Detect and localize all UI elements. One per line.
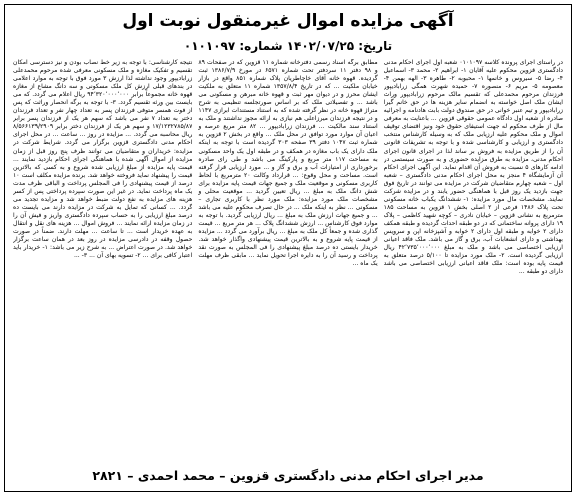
column-right — [384, 59, 563, 461]
column-middle-text: مطابق برگه اسناد رسمی دفترخانه شماره ۱۱ قزوین که در صفحات ۸۹ و ۹۸ دفتر ۱۱ سردفتر تحت شماره ۶۵۷۱ در مورخ ۱۳۸۶/۷/۹ ثبت گردیده. قهوه خانه آقای خاچاطریان پلاک شماره ۸۵۱ واقع در بازار خیابان ملکیت ... که در تاریخ ۱۳۵۷/۸/۴ شماره ۱۱ متعلق به ملکیت ایشان محرز و در دیوان مهر ثبت و قهوه خانه مبرهن و مسکونی می باشد ... و تفصیلاتی ملک که بر اساس صورتجلسه تنظیمی به شرح متراژ قهوه خانه در نظر گرفته شده که به استناد مستندات ابرازی ۱۱۴۷ و در نتیجه فرزندان میرزاعلی هم نیازی به ارائه مجوز نداشتند و ملک به استناد سند مالکیت ... فرزندان زرابادیپور ... ۸۲ متر مربع عرصه و اعیان آن موارد مورد توافق در محل ملک ... واقع در بخش ۲ قزوین به شماره ثبت ۱۰۴۷ دفتر ۳۹ صفحه ۳۰۳ گردیده است با توجه به اینکه ملک دارای یک باب مغازه در همکف و در طبقه اول یک واحد مسکونی به مساحت ۱۱۷ متر مربع و پارکینگ می باشد و طی رای صادره برخورداری از امتیازات آب و برق و گاز و ... مورد ارزیابی قرار گرفته است. مساحت و محل وقوع: ... قرارداد وکالت ۲۰ مترمربع با لحاظ کاربری مسکونی و موقعیت ملک و جمیع جهات قیمت پایه مزایده برای شش دانگ ملک به مبلغ ... ریال تعیین گردید ... موقعیت محلی و مشخصات ملک مورد مزایده: ملک مورد نظر با کاربری تجاری – مسکونی ... نظر به اینکه ملک ... در حال تصرف محکوم علیه می باشد ... و جمیع جهات ارزش ملک به مبلغ ... ریال ارزیابی گردید. با توجه به موارد فوق کارشناس ... ارزش ششدانگ پلاک ... هر متر مربع ... قیمت گذاری شده و جمعاً کل ملک به مبلغ ... ریال برآورد می گردد ... مزایده از قیمت پایه شروع و به بالاترین قیمت پیشنهادی واگذار خواهد شد. خریدار بایستی ده درصد مبلغ پیشنهادی را فی المجلس به صورت نقد پرداخت و رسید آن را به دایره اجرا تحویل نماید ... مابقی ظرف مهلت یک ماه ... — [198, 59, 378, 268]
notice-footer: مدیر اجرای احکام مدنی دادگستری قزوین – محمد احمدی – ۲۸۲۱ — [92, 468, 484, 483]
notice-date-line: تاریخ: ۱۴۰۲/۰۷/۲۵ شماره: ۰۱۰۱۰۹۷ — [183, 39, 393, 53]
notice-columns — [13, 59, 563, 461]
column-left — [13, 59, 192, 461]
column-right-text: در راستای اجرای پرونده کلاسه ۰۱۰۱۰۹۷ شعبه اول اجرای احکام مدنی دادگستری قزوین محکوم علیه آقایان ۱- ابراهیم ۲- محمد ۳- اسماعیل ۴- رضا ۵- سیروس و خانمها ۱- محبوبه ۲- طاهره ۳- الهه بهمن ۴- معصومه ۵- مریم ۶- منصوره ۷- حمیده شهرت همگی زرابادیپور فرزندان مرحوم محمدعلی که تقسیم مالک مرحوم زرابادیپور وراث ایشان ملک اصل خواسته به انضمام سایر هزینه ها در حق خانم گیرا زرابادیپور و تیم عنبر خوانی در حق صندوق دولت بابت هادنامه و اجرائیه صادره از شعبه اول دادگاه عمومی حقوقی قزوین ... باعنایت به معرفی مال از طرف محکوم له جهت استیفای حقوق خود ونیز اقتضای توقیف اموال و ملک محکوم علیه ارزیابی ملک که به وسیله کارشناس منتخب دادگستری و ارزیابی و کارشناسی شده و با توجه به تشریفات قانونی آن را از طریق مزایده به فروش بر ساند لذا در اجرای قانون اجرای احکام مدنی، مزایده به طرق مزایده حضوری و به صورت سیستمی در ادامه کارهای ۵ نسبت به فروش آن اقدام نماید. این آگهی اجرای احکام آن آزمایشگاه ۴ منجز به محل اجرای احکام مدنی دادگستری – شعبه اول – شعبه چهارم متقاضیان شرکت در مزایده می توانند در تاریخ فوق جهت بازدید یک روز قبل با هماهنگی حضور یابند و در مزایده شرکت نمایند. مشخصات مال مورد مزایده: ۱- ششدانگ یکباب خانه مسکونی تحت پلاک ۱۴۸۶ فرعی از ۲ اصلی بخش ۱ قزوین به مساحت ۱۸۵ مترمربع به نشانی قزوین – خیابان نادری – کوچه شهید کاظمی – پلاک ۱۹ دارای پروانه ساختمانی که در دو طبقه احداث گردیده و طبقه همکف دارای ۲ خوابه و طبقه اول دارای ۲ خوابه و آشپزخانه اپن و سرویس بهداشتی و دارای انشعابات آب، برق و گاز می باشد. ملک فاقد اعیانی ارزیابی اختصاصی می باشد و ملک به مبلغ ۴۲٬۷۳۵٬۰۰۰٬۰۰۰ ریال ارزیابی گردیده است. ۲- ملک مورد مزایده تا ۵/۱۰۰ درصد متعلق به قیمت پایه بوده است: ملک فاقد اعیانی ارزیابی اختصاصی می باشد دارای دو طبقه ... — [383, 59, 563, 276]
notice-title: آگهی مزایده اموال غیرمنقول نوبت اول — [122, 11, 454, 31]
column-middle — [198, 59, 377, 461]
column-left-text: نتیجه کارشناسی: با توجه به زیر خط نصاب بودن و نیز دسترسی امکان تقسیم و تفکیک مغازه و ملک مسکونی معرفی شده مرحوم محمدعلی زرابادیپور وجود نداشته لذا ارزش ۳ مورد فوق با توجه به موارد اعلامی در بندهای قبلی ارزش کل ملک مسکونی و سه دانگ مشاع از مغازه قهوه خانه مجموعاً برابر ۹۴٬۳۲۰٬۰۰۰٬۰۰۰ ریال اعلام می گردد. که می بایست بین ورثه تقسیم گردد. ۳- با توجه به برگه انحصار وراثت که پس از فوت همسر متوفی فرزندان پسر به تعداد چهار نفر و تعداد فرزندان دختر به تعداد ۷ نفر می باشد که سهم هر یک از فرزندان پسر برابر ۱۷/۱۲۳۲۷۸۵/۸۷ و سهم هر یک از فرزندان دختر برابر ۸/۵۶۶۱۳۹/۲۹۰۹ ریال محاسبه می گردد. ... مزایده در روز ... ساعت ... در محل اجرای احکام مدنی دادگستری قزوین برگزار می گردد. شرایط شرکت در مزایده: خریداران و متقاضیان می توانند ظرف پنج روز قبل از زمان مزایده از اموال آگهی شده با هماهنگی اجرای احکام بازدید نمایند ... قیمت پایه مزایده از مبلغ ارزیابی شده شروع و به کسی که بالاترین قیمت را پیشنهاد نماید فروخته خواهد شد. برنده مزایده مکلف است ۱۰ درصد از قیمت پیشنهادی را فی المجلس پرداخت و الباقی ظرف مدت یک ماه پرداخت نماید. در غیر این صورت سپرده پرداختی پس از کسر هزینه های مزایده به نفع دولت ضبط خواهد شد و مزایده تجدید می گردد. ... کسانی که تمایل به شرکت در مزایده دارند می بایست ده درصد مبلغ ارزیابی را به حساب سپرده دادگستری واریز و فیش آن را در زمان مزایده ارائه نمایند ... فروش اموال ... هزینه های نقل و انتقال به عهده خریدار است ... تا ساعت ... مهلت دارند. ضمناً در صورت حصول وقفه در دادرسی مزایده در روز بعد در همان ساعت برگزار خواهد شد. در صورت اعتراض ... به شرح زیر می باشد: ۱- خریدار باید اعتبار کافی برای ... ۲- تسویه بهای آن ... ۳- ... — [13, 59, 193, 260]
notice-frame — [4, 4, 572, 492]
